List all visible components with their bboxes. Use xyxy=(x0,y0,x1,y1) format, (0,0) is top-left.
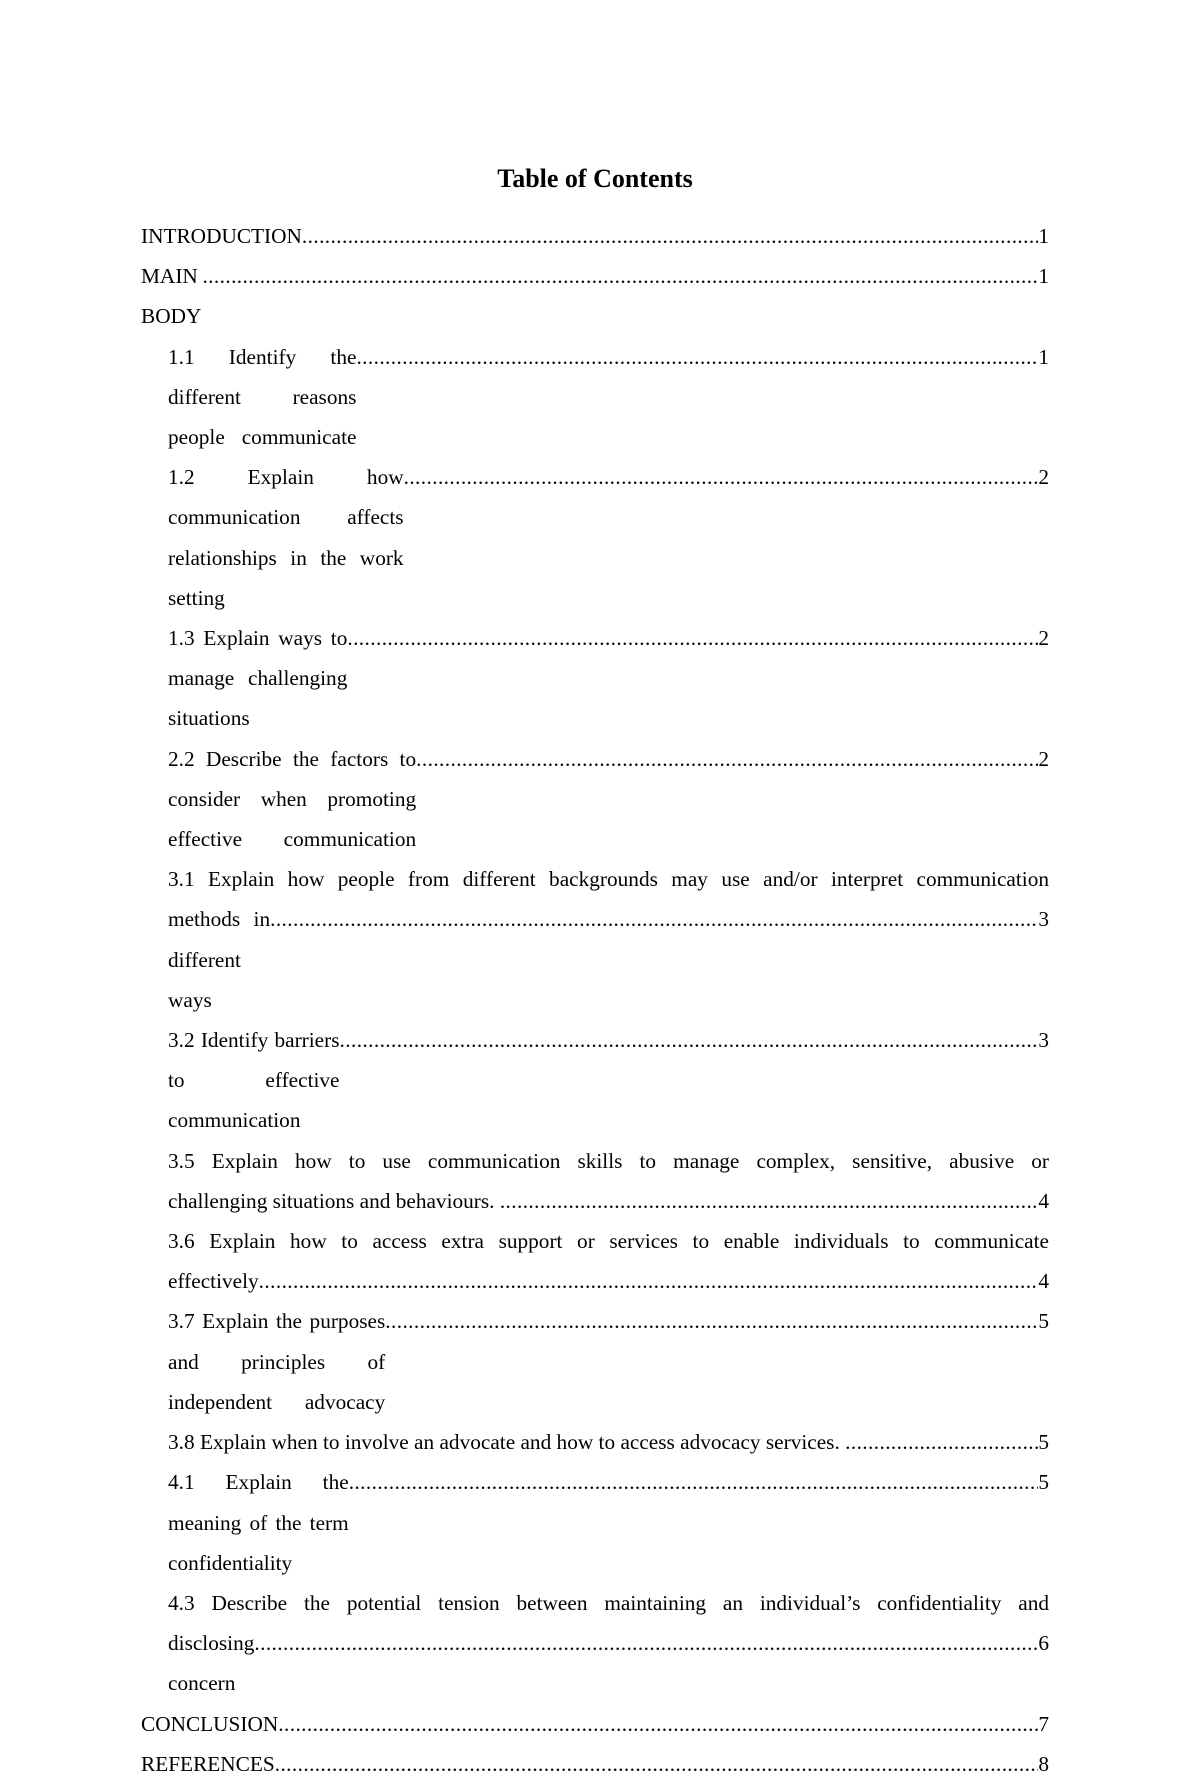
toc-dot-leader xyxy=(356,337,1038,377)
toc-dot-leader xyxy=(202,256,1038,296)
toc-dot-leader xyxy=(340,1020,1039,1060)
toc-dot-leader xyxy=(385,1301,1038,1341)
toc-entry-text: MAIN BODY xyxy=(141,264,202,329)
toc-page-number: 4 xyxy=(1038,1269,1049,1294)
toc-dot-leader xyxy=(347,618,1038,658)
toc-entry-text: 3.2 Identify barriers to effective communication xyxy=(168,1028,340,1133)
toc-entry-1-2[interactable] xyxy=(168,457,1049,618)
toc-entry-4-3[interactable] xyxy=(168,1583,1049,1704)
toc-dot-leader xyxy=(270,899,1038,939)
toc-entry-text: 3.7 Explain the purposes and principles of independent advocacy xyxy=(168,1309,386,1414)
toc-entry-text-line1: 4.3 Describe the potential tension between maintaining an individual’s confidentiality and xyxy=(168,1590,1049,1615)
toc-entry-text: 1.1 Identify the different reasons people communicate xyxy=(168,344,357,450)
toc-page-number: 4 xyxy=(1038,1188,1049,1213)
toc-page-number: 8 xyxy=(1038,1751,1049,1776)
toc-entry-text: REFERENCES xyxy=(141,1751,275,1776)
toc-entry-1-1[interactable] xyxy=(168,337,1049,458)
toc-page-number: 7 xyxy=(1038,1711,1049,1736)
toc-entry-text: methods in different ways xyxy=(168,907,271,1012)
toc-entry-text: CONCLUSION xyxy=(141,1711,279,1736)
toc-page-number: 3 xyxy=(1038,1028,1049,1053)
toc-entry-3-5[interactable] xyxy=(168,1141,1049,1221)
toc-dot-leader xyxy=(278,1704,1038,1744)
toc-dot-leader xyxy=(275,1744,1039,1784)
toc-entry-text: 1.3 Explain ways to manage challenging situations xyxy=(168,626,348,731)
toc-dot-leader xyxy=(302,216,1038,256)
toc-entry-conclusion[interactable] xyxy=(141,1704,1049,1744)
toc-entry-2-2[interactable] xyxy=(168,739,1049,860)
toc-title: Table of Contents xyxy=(497,164,693,193)
toc-page-number: 2 xyxy=(1038,626,1049,651)
toc-entry-text: effectively xyxy=(168,1269,259,1294)
toc-dot-leader xyxy=(404,457,1039,497)
toc-entry-3-6[interactable] xyxy=(168,1221,1049,1301)
toc-dot-leader xyxy=(845,1422,1038,1462)
toc-entry-text: 4.1 Explain the meaning of the term confidentiality xyxy=(168,1470,349,1575)
toc-page-number: 2 xyxy=(1038,465,1049,490)
toc-dot-leader xyxy=(416,739,1038,779)
toc-entry-text: 1.2 Explain how communication affects relationships in the work setting xyxy=(168,465,404,610)
toc-entry-text: 3.8 Explain when to involve an advocate and how to access advocacy services. xyxy=(168,1430,846,1455)
toc-entry-text-line1: 3.5 Explain how to use communication skills to manage complex, sensitive, abusive or xyxy=(168,1148,1049,1173)
toc-page-number: 6 xyxy=(1038,1631,1049,1656)
toc-dot-leader xyxy=(349,1462,1039,1502)
toc-entry-3-8[interactable] xyxy=(168,1422,1049,1462)
toc-entry-text-line1: 3.1 Explain how people from different backgrounds may use and/or interpret communication xyxy=(168,867,1049,892)
toc-entry-text: challenging situations and behaviours. xyxy=(168,1188,500,1213)
toc-page-number: 1 xyxy=(1038,344,1049,369)
toc-entry-text: disclosing concern xyxy=(168,1631,255,1696)
toc-dot-leader xyxy=(500,1181,1039,1221)
toc-page-number: 5 xyxy=(1038,1430,1049,1455)
toc-page-number: 5 xyxy=(1038,1309,1049,1334)
toc-entry-text: 2.2 Describe the factors to consider when promoting effective communication xyxy=(168,746,417,852)
toc-entry-1-3[interactable] xyxy=(168,618,1049,739)
toc-entry-text-line1: 3.6 Explain how to access extra support or services to enable individuals to communicate xyxy=(168,1229,1049,1254)
toc-entry-references[interactable] xyxy=(141,1744,1049,1784)
toc-page-number: 3 xyxy=(1038,907,1049,932)
toc-entry-main-body[interactable] xyxy=(141,256,1049,336)
toc-page-number: 5 xyxy=(1038,1470,1049,1495)
toc-entry-introduction[interactable] xyxy=(141,216,1049,256)
toc-entry-4-1[interactable] xyxy=(168,1462,1049,1583)
toc-page-number: 1 xyxy=(1038,264,1049,289)
toc-page-number: 1 xyxy=(1038,224,1049,248)
toc-entry-text: INTRODUCTION xyxy=(141,224,302,248)
toc-dot-leader xyxy=(259,1261,1039,1301)
toc-entry-3-1[interactable] xyxy=(168,859,1049,1020)
toc-entry-3-2[interactable] xyxy=(168,1020,1049,1141)
toc-page-number: 2 xyxy=(1038,746,1049,771)
toc-list xyxy=(141,216,1049,1784)
toc-entry-3-7[interactable] xyxy=(168,1301,1049,1422)
toc-dot-leader xyxy=(254,1623,1038,1663)
